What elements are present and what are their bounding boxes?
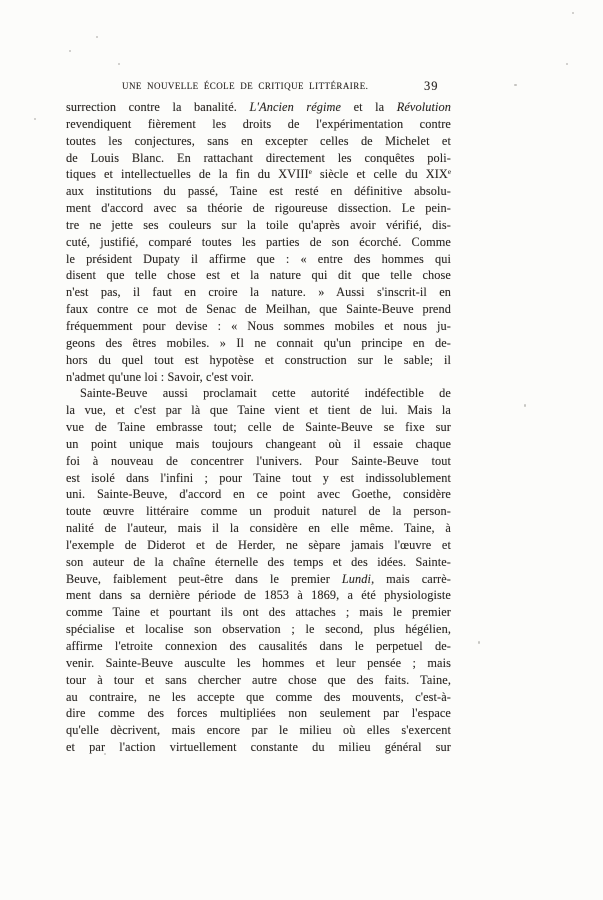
text-line: de Louis Blanc. En rattachant directement les conquêtes poli- [66, 150, 451, 165]
text-line: faux contre ce mot de Senac de Meilhan, que Sainte-Beuve prend [66, 302, 451, 317]
text-line: n'admet qu'une loi : Savoir, c'est voir. [66, 369, 254, 384]
text-line: ment dans sa dernière période de 1853 à 1869, a été physiologiste [66, 588, 451, 603]
scan-speck [69, 50, 71, 52]
scan-speck [524, 404, 526, 407]
text-line: foi à nouveau de concentrer l'univers. Pour Sainte-Beuve tout [66, 453, 451, 468]
body-text [66, 99, 451, 756]
text-line: et par l'action virtuellement constante du milieu général sur [66, 740, 451, 755]
scan-speck [104, 753, 106, 755]
text-line: dire comme des forces multipliées non seulement par l'espace [66, 706, 451, 721]
text-line: tour à tour et sans chercher autre chose que des faits. Taine, [66, 672, 451, 687]
text-line: tiques et intellectuelles de la fin du XVIIIe siècle et celle du XIXe [66, 167, 451, 182]
scan-speck [118, 63, 120, 65]
text-line: revendiquent fièrement les droits de l'expérimentation contre [66, 116, 451, 131]
text-line: toutes les conjectures, sans en excepter celles de Michelet et [66, 133, 451, 148]
text-line: fréquemment pour devise : « Nous sommes mobiles et nous ju- [66, 318, 451, 333]
text-line: un point unique mais toujours changeant où il essaie chaque [66, 436, 451, 451]
text-line: Sainte-Beuve aussi proclamait cette autorité indéfectible de [80, 386, 451, 401]
text-line: tre ne jette ses couleurs sur la toile qu'après avoir vérifié, dis- [66, 217, 451, 232]
text-line: son auteur de la chaîne éternelle des temps et des idées. Sainte- [66, 554, 451, 569]
text-line: n'est pas, il faut en croire la nature. » Aussi s'inscrit-il en [66, 285, 451, 300]
scan-speck [478, 641, 480, 644]
text-line: hors du quel tout est hypotèse et construction sur le sable; il [66, 352, 451, 367]
scan-speck [96, 36, 98, 38]
page-number: 39 [424, 79, 439, 93]
scan-speck [566, 63, 568, 65]
text-line: surrection contre la banalité. L'Ancien régime et la Révolution [66, 100, 451, 114]
text-line: est isolé dans l'infini ; pour Taine tout y est indissolublement [66, 470, 451, 485]
text-line: nalité de l'auteur, mais il la considère en elle même. Taine, à [66, 521, 451, 536]
text-line: uni. Sainte-Beuve, d'accord en ce point avec Goethe, considère [66, 487, 451, 502]
text-line: comme Taine et pourtant ils ont des attaches ; mais le premier [66, 605, 451, 620]
text-line: geons des êtres mobiles. » Il ne connait qu'un principe en de- [66, 335, 451, 350]
text-line: venir. Sainte-Beuve ausculte les hommes et leur pensée ; mais [66, 655, 451, 670]
text-line: le président Dupaty il affirme que : « entre des hommes qui [66, 251, 451, 266]
text-line: au contraire, ne les accepte que comme des mouvents, c'est-à- [66, 689, 451, 704]
text-line: l'exemple de Diderot et de Herder, ne sèpare jamais l'œuvre et [66, 537, 451, 552]
text-line: affirme l'etroite connexion des causalités dans le perpetuel de- [66, 639, 451, 653]
text-line: vue de Taine embrasse tout; celle de Sainte-Beuve se fixe sur [66, 420, 451, 435]
running-header-title: UNE NOUVELLE ÉCOLE DE CRITIQUE LITTÉRAIRE. [122, 81, 369, 91]
text-line: spécialise et localise son observation ; le second, plus hégélien, [66, 622, 451, 637]
text-line: ment d'accord avec sa théorie de rigoureuse dissection. Le pein- [66, 201, 451, 216]
text-line: disent que telle chose est et la nature qui dit que telle chose [66, 268, 451, 283]
text-line: toute œuvre littéraire comme un produit naturel de la person- [66, 504, 451, 519]
scan-speck [34, 118, 36, 120]
text-line: la vue, et c'est par là que Taine vient et tient de lui. Mais la [66, 403, 451, 418]
scan-speck [572, 12, 574, 14]
text-line: aux institutions du passé, Taine est resté en définitive absolu- [66, 184, 451, 199]
scan-speck [514, 84, 517, 86]
text-line: qu'elle dècrivent, mais encore par le milieu où elles s'exercent [66, 723, 451, 738]
text-line: cuté, justifié, comparé toutes les parties de son écorché. Comme [66, 234, 451, 249]
text-line: Beuve, faiblement peut-être dans le premier Lundi, mais carrè- [66, 571, 451, 586]
